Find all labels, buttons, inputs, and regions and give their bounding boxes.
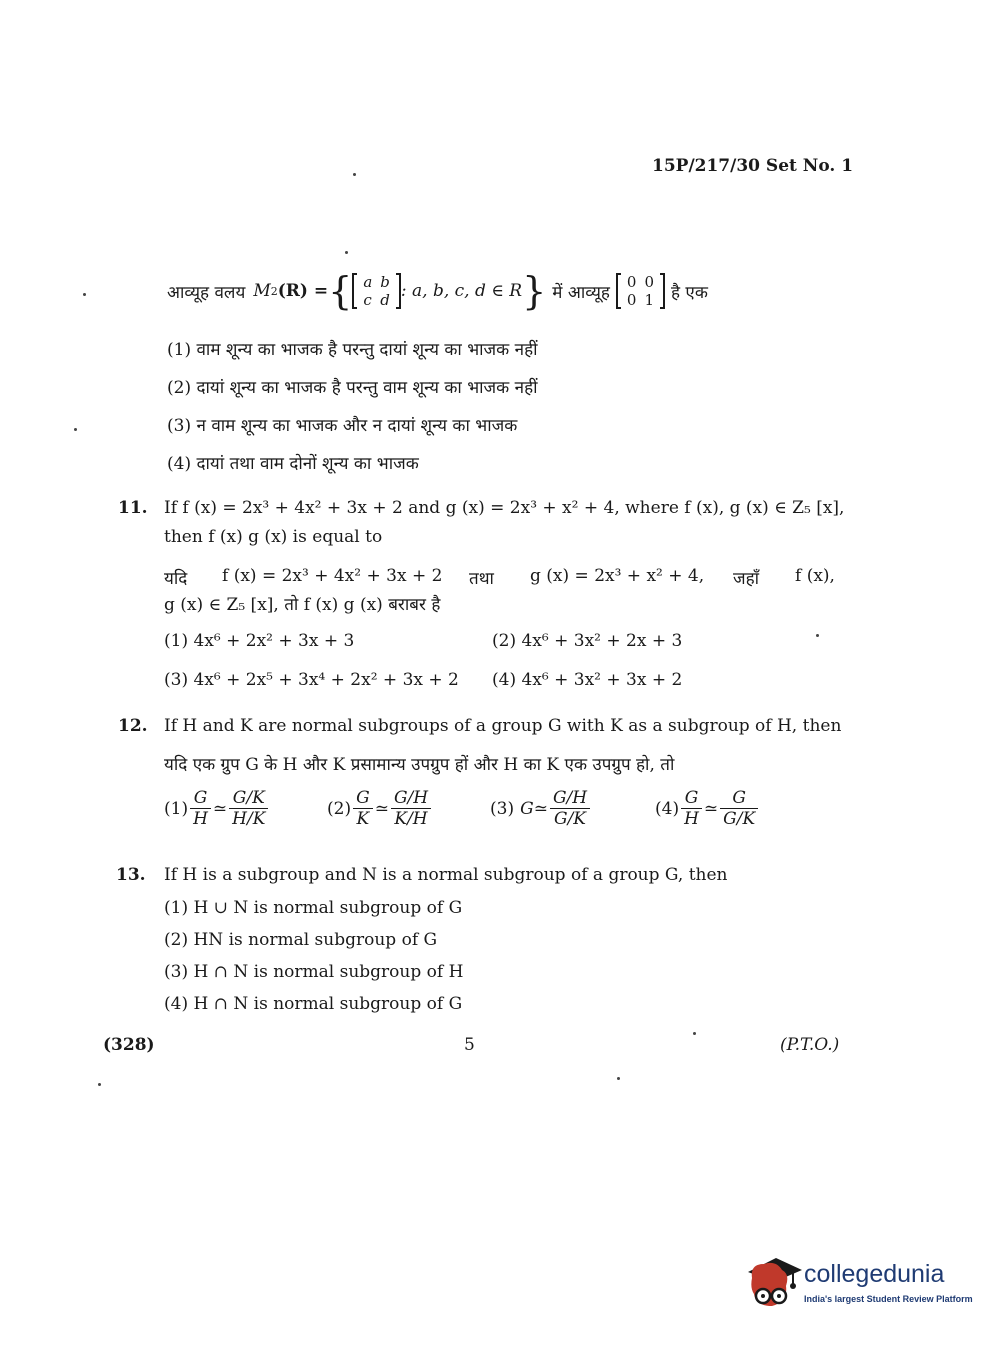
q10-cond: : a, b, c, d ∈ R [400,281,523,301]
page-number: 5 [464,1035,475,1055]
q12-o2-frac2: $\frac{G/H}{K/H}$ [391,788,431,829]
right-brace: } [522,269,547,313]
q12-o1-frac2: $\frac{G/K}{H/K}$ [229,788,268,829]
q12-number: 12. [118,716,148,736]
q12-o4-frac1: $\frac{G}{H}$ [681,788,702,829]
q13-number: 13. [116,865,146,885]
logo-name: collegedunia [804,1260,945,1288]
paper-code: 15P/217/30 Set No. 1 [652,156,854,176]
q12-en: If H and K are normal subgroups of a group G with K as a subgroup of H, then [164,716,842,736]
q13-option-2: (2) HN is normal subgroup of G [164,930,438,950]
q12-o3-frac: $\frac{G/H}{G/K}$ [550,788,590,829]
q12-option-2 [327,788,433,829]
q13-stem: If H is a subgroup and N is a normal subgroup of a group G, then [164,865,728,885]
q10-option-4: (4) दायां तथा वाम दोनों शून्य का भाजक [167,454,419,474]
q11-en-line1: If f (x) = 2x³ + 4x² + 3x + 2 and g (x) = 2x³ + x² + 4, where f (x), g (x) ∈ Z₅ [x], [164,498,845,518]
m2-b: 0 [644,273,654,291]
m2-c: 0 [626,291,637,309]
q12-o3-sim: ≃ [533,798,548,819]
q11-number: 11. [118,498,148,518]
matrix-abcd [352,273,401,309]
q10-stem-c: है एक [671,282,708,303]
q12-o4-label: (4) [655,798,680,819]
q12-o3-label: (3) [490,798,515,819]
q13-option-4: (4) H ∩ N is normal subgroup of G [164,994,463,1014]
q11-hi-c: तथा [469,569,494,589]
q10-option-2: (2) दायां शून्य का भाजक है परन्तु वाम शून्य का भाजक नहीं [167,378,538,398]
q11-option-4: (4) 4x⁶ + 3x² + 3x + 2 [492,670,683,690]
q10-option-3: (3) न वाम शून्य का भाजक और न दायां शून्य का भाजक [167,416,518,436]
q12-o4-sim: ≃ [703,798,719,819]
q12-option-4 [655,788,760,829]
collegedunia-logo [742,1250,972,1320]
q11-option-3: (3) 4x⁶ + 2x⁵ + 3x⁴ + 2x² + 3x + 2 [164,670,459,690]
mascot-icon [742,1252,804,1314]
m1-a: a [363,273,373,291]
q12-o2-frac1: $\frac{G}{K}$ [353,788,373,829]
q11-hi-b: f (x) = 2x³ + 4x² + 3x + 2 [222,566,443,586]
m1-c: c [363,291,372,309]
q11-hi-f: f (x), [795,566,835,586]
pto-label: (P.T.O.) [780,1035,840,1055]
q12-o3-lhs: G [520,798,534,819]
q12-o1-frac1: $\frac{G}{H}$ [190,788,211,829]
m1-d: d [380,291,390,309]
q12-o1-label: (1) [164,798,189,819]
logo-tagline: India's largest Student Review Platform [804,1294,973,1304]
m1-b: b [380,273,390,291]
matrix-0001 [616,273,665,309]
left-brace: { [328,269,353,313]
q12-o2-label: (2) [327,798,352,819]
q11-option-1: (1) 4x⁶ + 2x² + 3x + 3 [164,631,355,651]
q13-option-1: (1) H ∪ N is normal subgroup of G [164,898,463,918]
q11-hi-e: जहाँ [733,569,760,589]
q13-option-3: (3) H ∩ N is normal subgroup of H [164,962,464,982]
q10-stem-a: आव्यूह वलय [167,282,246,303]
footer-code: (328) [103,1035,155,1055]
q11-hi-d: g (x) = 2x³ + x² + 4, [530,566,705,586]
q12-option-3 [490,788,592,829]
q12-option-1 [164,788,270,829]
q11-option-2: (2) 4x⁶ + 3x² + 2x + 3 [492,631,683,651]
q10-ring-sub: 2 [270,284,278,298]
q10-option-1: (1) वाम शून्य का भाजक है परन्तु दायां शून्य का भाजक नहीं [167,340,538,360]
q11-en-line2: then f (x) g (x) is equal to [164,527,383,547]
q10-ring: M [253,281,271,301]
q10-stem [167,266,708,316]
q12-o2-sim: ≃ [374,798,389,819]
q12-o4-frac2: $\frac{G}{G/K}$ [720,788,758,829]
q11-hi-a: यदि [164,569,188,589]
q10-stem-b: में आव्यूह [552,282,610,303]
q11-hi-line2: g (x) ∈ Z₅ [x], तो f (x) g (x) बराबर है [164,595,441,615]
q12-o1-sim: ≃ [212,798,228,819]
q12-hi: यदि एक ग्रुप G के H और K प्रसामान्य उपग्रुप हों और H का K एक उपग्रुप हो, तो [164,755,675,775]
m2-d: 1 [644,291,654,309]
q10-ring-arg: (R) = [277,281,329,301]
m2-a: 0 [626,273,637,291]
